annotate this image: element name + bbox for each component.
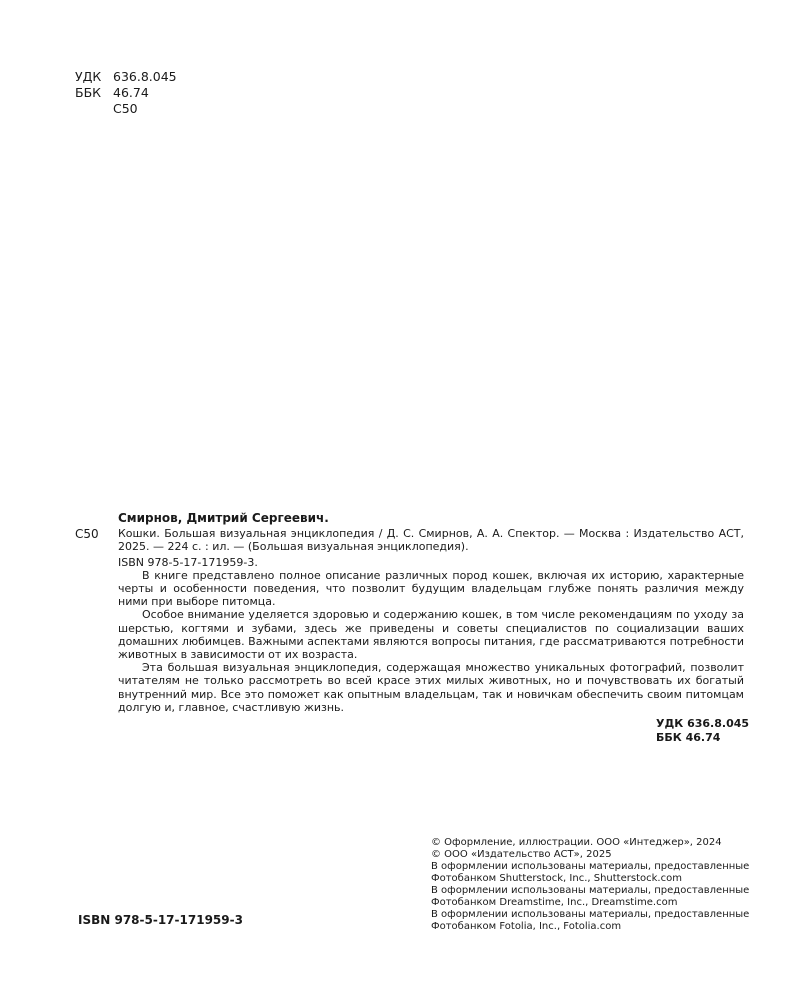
entry-codes: [656, 717, 749, 745]
entry-isbn: ISBN 978-5-17-171959-3.: [118, 555, 258, 569]
bibliographic-entry: [75, 511, 744, 714]
copyright-line: © Оформление, иллюстрации. ООО «Интеджер», 2024: [431, 837, 722, 848]
entry-cutter: С50: [75, 527, 99, 541]
entry-bbk-code: ББК 46.74: [656, 731, 721, 744]
annotation-paragraph: Особое внимание уделяется здоровью и содержанию кошек, в том числе рекомендациям по уходу за шерстью, когтями и зубами, здесь же приведены и советы специалистов по социализации ваших домашних любимцев. Важными аспектами являются вопросы питания, где рассматриваются потребности животных в зависимости от их возраста.: [118, 608, 744, 662]
copyright-line: © ООО «Издательство АСТ», 2025: [431, 849, 612, 860]
cutter-value: С50: [113, 101, 138, 116]
isbn-bottom: ISBN 978-5-17-171959-3: [78, 913, 243, 927]
entry-udk-code: УДК 636.8.045: [656, 717, 750, 730]
udk-label: УДК: [75, 69, 102, 84]
bbk-value: 46.74: [113, 85, 149, 100]
copyright-block: [431, 837, 771, 933]
bbk-label: ББК: [75, 85, 102, 100]
annotation-paragraph: Эта большая визуальная энциклопедия, содержащая множество уникальных фотографий, позволит читателям не только рассмотреть во всей красе этих милых животных, но и почувствовать их богатый внутренний мир. Все это поможет как опытным владельцам, так и новичкам обеспечить своим питомцам долгую и, главное, счастливую жизнь.: [118, 661, 744, 714]
copyright-line: В оформлении использованы материалы, предоставленные Фотобанком Dreamstime, Inc., Dreamstime.com: [431, 885, 750, 908]
entry-description: Кошки. Большая визуальная энциклопедия / Д. С. Смирнов, А. А. Спектор. — Москва : Издательство АСТ, 2025. — 224 с. : ил. — (Большая визуальная энциклопедия).: [118, 527, 744, 554]
classification-block: [75, 69, 177, 117]
cutter-row: [75, 101, 177, 117]
copyright-line: В оформлении использованы материалы, предоставленные Фотобанком Shutterstock, Inc., Shutterstock.com: [431, 861, 750, 884]
udk-value: 636.8.045: [113, 69, 177, 84]
copyright-line: В оформлении использованы материалы, предоставленные Фотобанком Fotolia, Inc., Fotolia.com: [431, 909, 750, 932]
entry-author: Смирнов, Дмитрий Сергеевич.: [118, 511, 329, 525]
udk-row: [75, 69, 177, 85]
bbk-row: [75, 85, 177, 101]
annotation-paragraph: В книге представлено полное описание различных пород кошек, включая их историю, характерные черты и особенности поведения, что позволит будущим владельцам глубже понять различия между ними при выборе питомца.: [118, 568, 744, 609]
